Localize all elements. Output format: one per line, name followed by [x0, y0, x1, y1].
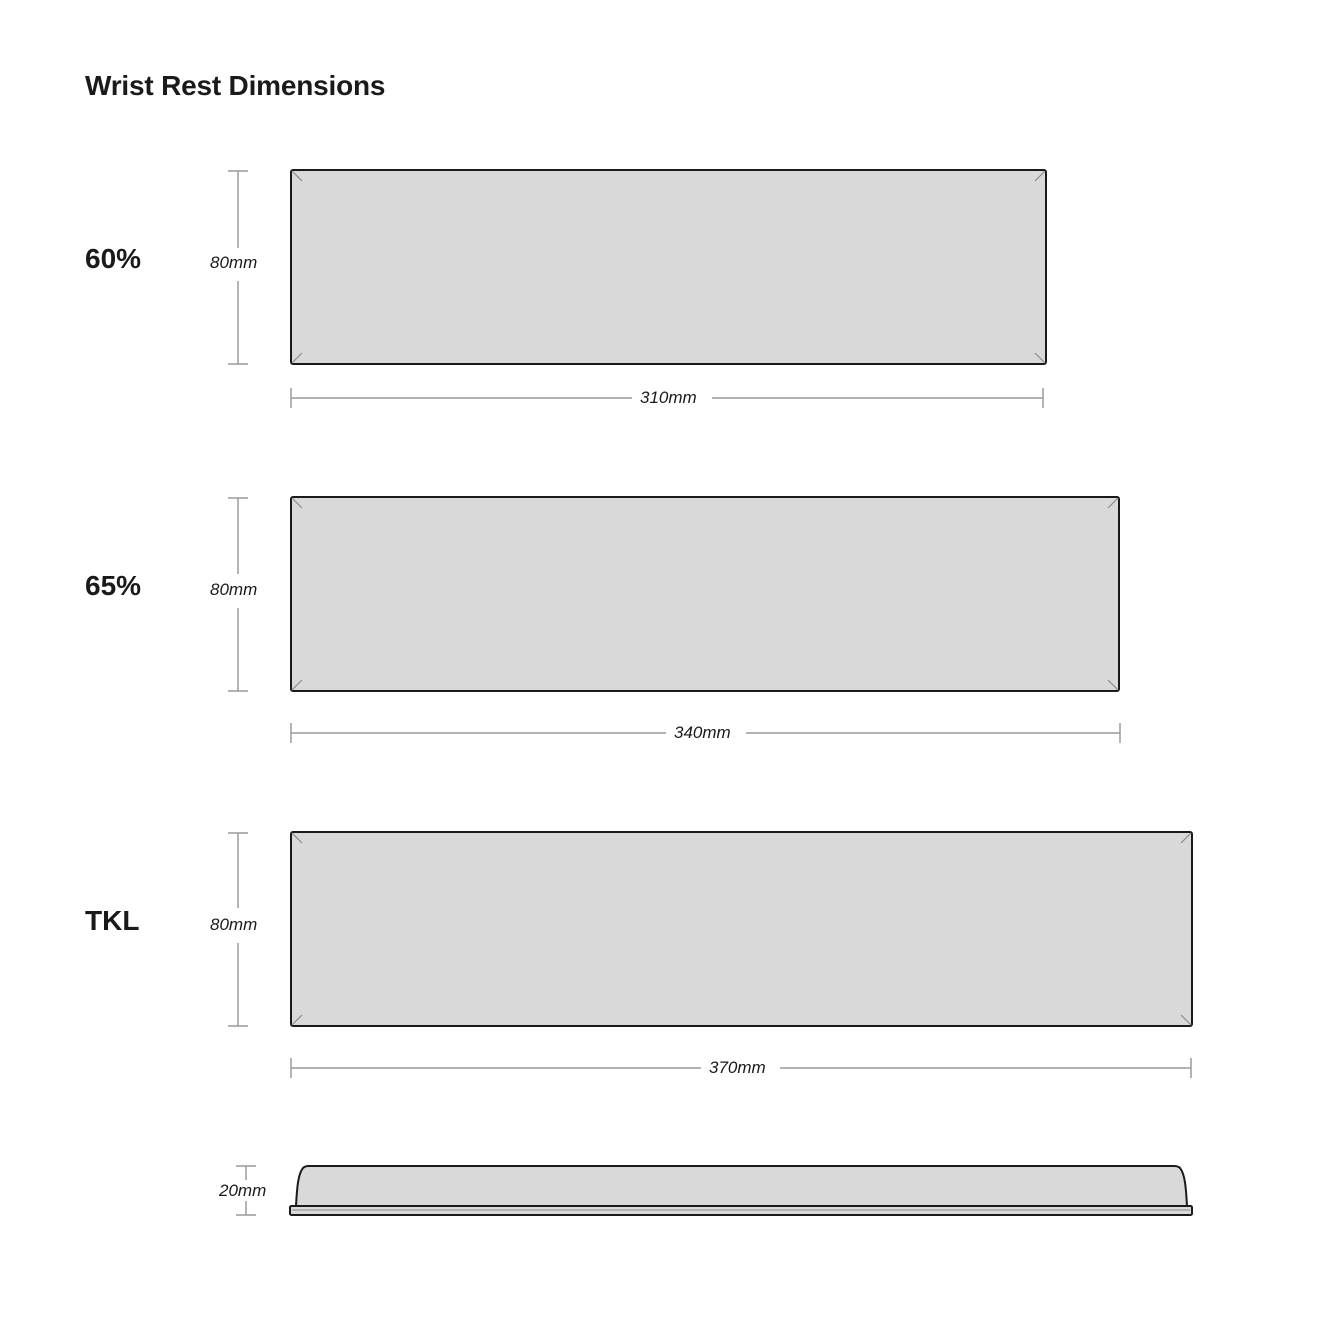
size-label-65: 65%: [85, 570, 142, 601]
page-title: Wrist Rest Dimensions: [85, 70, 386, 101]
wrist-rest-top-view: [291, 497, 1119, 691]
profile-height-label: 20mm: [219, 1181, 267, 1200]
wrist-rest-top-view: [291, 832, 1192, 1026]
width-dimension-label: 310mm: [640, 388, 697, 407]
width-dimension-label: 370mm: [709, 1058, 766, 1077]
profile-body: [296, 1166, 1187, 1206]
wrist-rest-top-view: [291, 170, 1046, 364]
height-dimension-label: 80mm: [210, 915, 258, 934]
wrist-rest-side-profile: [236, 1166, 1192, 1215]
wrist-rest-65: [228, 497, 1120, 743]
wrist-rest-tkl: [228, 832, 1192, 1078]
size-label-tkl: TKL: [85, 905, 140, 936]
width-dimension-label: 340mm: [674, 723, 731, 742]
height-dimension-label: 80mm: [210, 580, 258, 599]
height-dimension-label: 80mm: [210, 253, 258, 272]
size-label-60: 60%: [85, 243, 142, 274]
wrist-rest-60: [228, 170, 1046, 408]
